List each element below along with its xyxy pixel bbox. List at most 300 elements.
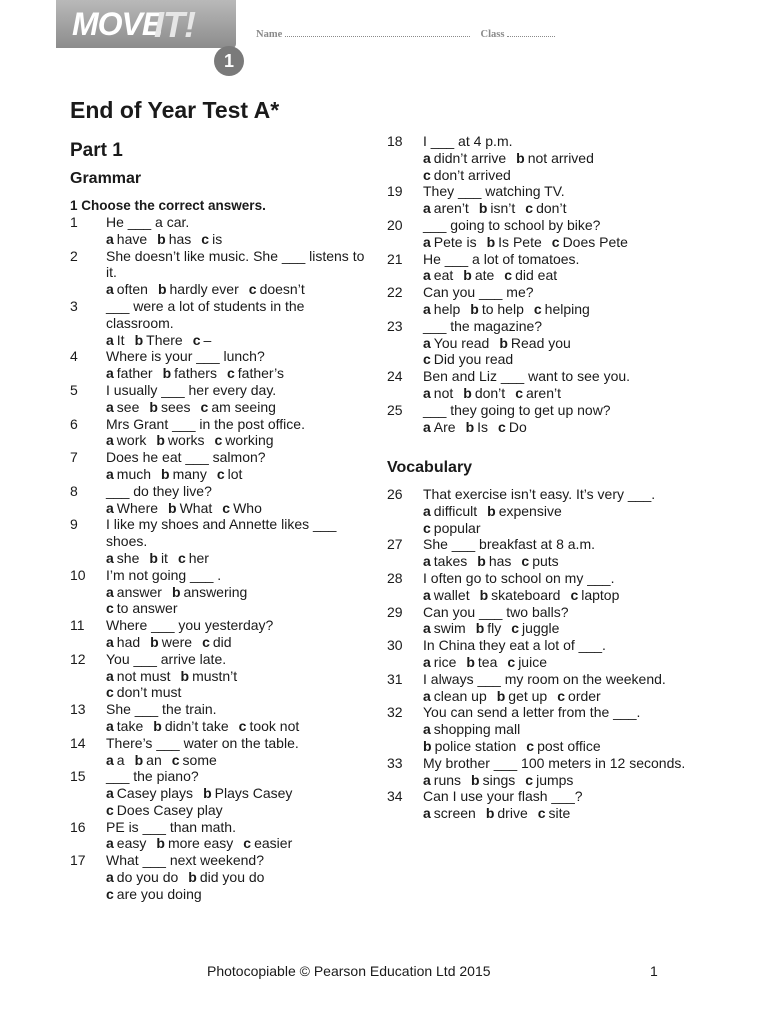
answer-option-c[interactable] [526,738,600,754]
question-item [70,449,370,483]
answer-option-a[interactable] [106,718,143,734]
option-letter: b [162,365,172,382]
answer-option-b[interactable] [486,805,528,821]
option-letter: a [423,334,431,351]
option-text: rice [433,653,457,670]
option-text: clean up [433,687,487,704]
answer-option-line [423,351,687,368]
option-text: easier [254,835,293,852]
option-letter: b [156,835,165,852]
answer-option-b[interactable] [135,752,162,768]
answer-option-b[interactable] [466,419,488,435]
answer-options [423,150,687,184]
option-text: don’t [536,200,567,217]
option-letter: a [106,549,114,566]
answer-option-b[interactable] [181,668,238,684]
answer-option-a[interactable] [106,281,148,297]
option-letter: b [496,687,506,704]
option-text: – [203,331,212,348]
answer-option-a[interactable] [106,752,125,768]
copyright-footer: Photocopiable © Pearson Education Ltd 2015 [207,963,491,979]
option-letter: a [423,553,431,570]
answer-option-c[interactable] [249,281,305,297]
answer-options [106,869,370,903]
question-item [387,486,687,536]
name-field[interactable] [285,27,470,37]
answer-options [423,553,687,570]
option-text: shopping mall [433,721,521,738]
question-item [387,637,687,671]
option-letter: c [521,553,530,570]
answer-option-line [423,772,687,789]
option-text: ate [474,267,495,284]
option-text: sees [160,398,191,415]
answer-option-line [106,365,370,382]
answer-option-c[interactable] [106,600,178,616]
answer-option-line [106,584,370,601]
answer-option-a[interactable] [106,399,139,415]
answer-options [106,785,370,819]
question-number: 33 [387,754,403,771]
answer-option-a[interactable] [423,419,456,435]
option-text: work [116,432,147,449]
answer-option-b[interactable] [156,835,233,851]
option-letter: b [516,149,525,166]
answer-option-b[interactable] [497,688,548,704]
option-letter: b [465,418,475,435]
answer-options [423,419,687,436]
answer-options [423,688,687,705]
option-text: a [116,751,125,768]
answer-option-c[interactable] [243,835,292,851]
answer-option-line [423,200,687,217]
option-text: many [172,465,207,482]
answer-option-line [106,466,370,483]
answer-option-a[interactable] [106,432,146,448]
answer-option-c[interactable] [534,301,590,317]
option-text: she [116,549,140,566]
option-text: Read you [510,334,571,351]
answer-option-line [423,805,687,822]
option-text: to help [481,300,524,317]
option-letter: a [106,281,114,298]
option-text: police station [434,737,517,754]
option-letter: a [106,667,114,684]
answer-option-c[interactable] [172,752,217,768]
option-text: laptop [581,586,620,603]
answer-option-a[interactable] [106,332,125,348]
answer-option-a[interactable] [106,231,147,247]
question-text: He ___ a car. [106,214,190,230]
answer-option-c[interactable] [423,351,513,367]
answer-option-c[interactable] [570,587,619,603]
page-title: End of Year Test A* [70,97,280,123]
question-text: There’s ___ water on the table. [106,734,299,751]
option-letter: b [168,499,177,516]
answer-option-c[interactable] [227,365,284,381]
question-number: 12 [70,650,86,667]
option-letter: b [471,771,480,788]
option-letter: b [486,233,496,250]
option-letter: b [157,281,167,298]
option-text: jumps [536,771,574,788]
option-text: am seeing [211,398,276,415]
answer-option-c[interactable] [222,500,262,516]
answer-option-line [423,738,687,755]
option-text: get up [508,687,548,704]
option-text: You read [433,334,490,351]
logo-main-text: MOVE [72,6,163,42]
answer-option-b[interactable] [168,500,212,516]
answer-option-a[interactable] [423,721,520,737]
question-item [70,382,370,416]
answer-option-a[interactable] [423,654,456,670]
question-number: 21 [387,250,403,267]
option-letter: b [149,398,158,415]
question-text: Can you ___ me? [423,284,534,301]
answer-option-b[interactable] [470,301,524,317]
option-text: difficult [433,502,478,519]
answer-option-a[interactable] [423,234,477,250]
question-item [387,755,687,789]
answer-option-a[interactable] [106,835,146,851]
question-text: You ___ arrive late. [106,650,227,667]
option-text: sings [482,771,516,788]
answer-option-a[interactable] [106,668,171,684]
option-text: popular [433,519,481,536]
question-text: Where ___ you yesterday? [106,617,274,634]
answer-option-c[interactable] [525,772,573,788]
answer-option-b[interactable] [471,772,515,788]
answer-option-b[interactable] [476,620,502,636]
option-text: aren’t [433,200,469,217]
option-letter: c [537,805,546,822]
answer-option-b[interactable] [463,267,494,283]
answer-option-a[interactable] [423,805,476,821]
answer-option-a[interactable] [423,385,453,401]
answer-option-c[interactable] [202,634,231,650]
option-letter: b [149,549,158,566]
answer-option-b[interactable] [150,634,192,650]
answer-option-c[interactable] [521,553,558,569]
answer-option-c[interactable] [538,805,571,821]
question-item [70,617,370,651]
option-text: her [188,549,209,566]
option-letter: b [475,620,485,637]
answer-option-c[interactable] [201,231,222,247]
answer-option-a[interactable] [423,335,489,351]
question-number: 3 [70,297,78,314]
question-item [387,570,687,604]
answer-option-b[interactable] [156,432,204,448]
option-letter: a [106,751,114,768]
answer-option-c[interactable] [504,267,557,283]
answer-option-c[interactable] [217,466,243,482]
question-text: That exercise isn’t easy. It’s very ___. [423,486,656,502]
answer-option-a[interactable] [106,365,153,381]
question-number: 16 [70,818,86,835]
answer-option-b[interactable] [149,399,190,415]
question-item [387,183,687,217]
question-number: 9 [70,516,78,533]
name-label: Name [256,29,283,40]
answer-option-b[interactable] [135,332,183,348]
option-letter: b [470,300,479,317]
question-text: She ___ the train. [106,701,217,718]
option-text: father’s [237,365,284,382]
answer-option-c[interactable] [178,550,209,566]
answer-option-a[interactable] [106,550,139,566]
answer-option-c[interactable] [498,419,527,435]
answer-option-b[interactable] [149,550,168,566]
option-text: Do [508,418,527,435]
option-letter: b [134,751,144,768]
option-letter: c [214,432,223,449]
option-text: drive [497,805,528,822]
question-number: 5 [70,381,78,398]
option-text: doesn’t [259,281,305,298]
option-text: site [548,805,571,822]
answer-option-a[interactable] [106,634,140,650]
answer-option-c[interactable] [239,718,300,734]
option-text: don’t [474,384,506,401]
question-text: I always ___ my room on the weekend. [423,670,666,687]
option-letter: a [423,267,431,284]
question-number: 29 [387,603,403,620]
answer-option-c[interactable] [525,200,566,216]
answer-option-a[interactable] [423,150,506,166]
option-letter: b [188,869,197,886]
answer-option-a[interactable] [423,553,467,569]
option-letter: c [201,230,210,247]
option-text: had [116,633,141,650]
option-letter: a [106,869,114,886]
question-number: 1 [70,214,78,230]
option-text: works [167,432,205,449]
option-letter: b [180,667,190,684]
question-item [387,704,687,754]
option-letter: a [106,465,114,482]
answer-option-a[interactable] [106,785,193,801]
question-number: 24 [387,368,403,385]
option-letter: a [106,583,114,600]
answer-option-b[interactable] [487,234,542,250]
option-text: take [116,717,144,734]
question-number: 25 [387,401,403,418]
question-item [70,516,370,566]
answer-option-b[interactable] [153,718,228,734]
question-number: 34 [387,788,403,805]
option-letter: b [466,653,475,670]
page-number: 1 [650,963,658,979]
answer-option-line [423,520,687,537]
question-item [387,133,687,183]
answer-option-c[interactable] [511,620,559,636]
answer-option-a[interactable] [423,301,460,317]
option-letter: c [423,519,431,536]
option-text: were [161,633,193,650]
option-text: took not [249,717,300,734]
answer-option-b[interactable] [516,150,594,166]
question-item [70,214,370,248]
option-text: tea [477,653,498,670]
answer-option-b[interactable] [480,587,561,603]
answer-option-b[interactable] [172,584,247,600]
option-text: helping [544,300,590,317]
answer-option-c[interactable] [106,886,202,902]
answer-option-b[interactable] [466,654,497,670]
answer-option-b[interactable] [487,503,562,519]
option-letter: a [423,149,431,166]
question-text: ___ they going to get up now? [423,401,611,418]
question-text: I often go to school on my ___. [423,569,615,586]
question-number: 10 [70,566,86,583]
answer-option-b[interactable] [161,466,207,482]
answer-option-line [423,620,687,637]
answer-option-a[interactable] [423,200,469,216]
question-item [70,298,370,348]
answer-option-b[interactable] [203,785,292,801]
answer-option-c[interactable] [193,332,212,348]
question-item [70,735,370,769]
option-letter: c [533,300,542,317]
class-field[interactable] [507,27,555,37]
answer-option-a[interactable] [106,869,178,885]
option-letter: a [106,432,114,449]
answer-options [423,620,687,637]
answer-option-c[interactable] [201,399,276,415]
option-letter: c [177,549,186,566]
option-text: have [116,230,148,247]
option-text: more easy [167,835,234,852]
option-text: working [225,432,274,449]
option-letter: b [156,432,165,449]
answer-option-c[interactable] [552,234,628,250]
option-letter: c [525,771,534,788]
question-text: Where is your ___ lunch? [106,348,265,365]
answer-option-c[interactable] [423,520,481,536]
answer-option-b[interactable] [463,385,505,401]
answer-option-a[interactable] [106,466,151,482]
option-text: puts [532,553,559,570]
question-number: 32 [387,704,403,721]
option-text: don’t must [116,684,182,701]
answer-options [106,668,370,702]
answer-option-b[interactable] [423,738,516,754]
option-letter: b [134,331,144,348]
question-number: 11 [70,617,85,634]
option-letter: c [192,331,201,348]
part-heading: Part 1 [70,140,123,161]
answer-option-c[interactable] [106,684,181,700]
answer-option-line [423,654,687,671]
answer-option-a[interactable] [423,688,487,704]
question-item [70,248,370,298]
answer-options [106,752,370,769]
question-item [70,852,370,902]
option-text: Are [433,418,456,435]
option-letter: b [487,502,496,519]
option-letter: c [248,281,257,298]
question-item [70,416,370,450]
option-letter: c [504,267,513,284]
answer-option-a[interactable] [423,772,461,788]
answer-options [423,335,687,369]
answer-options [106,365,370,382]
option-letter: a [423,721,431,738]
option-text: Casey plays [116,785,194,802]
question-number: 15 [70,768,86,785]
answer-option-b[interactable] [499,335,571,351]
answer-options [423,654,687,671]
answer-option-b[interactable] [477,553,511,569]
option-text: much [116,465,152,482]
answer-option-c[interactable] [214,432,273,448]
answer-option-a[interactable] [423,503,477,519]
option-text: wallet [433,586,470,603]
option-letter: c [525,200,534,217]
answer-option-a[interactable] [423,587,470,603]
vocabulary-questions [387,486,687,822]
answer-options [423,234,687,251]
answer-option-b[interactable] [479,200,515,216]
option-text: It [116,331,125,348]
question-text: Can I use your flash ___? [423,788,583,805]
answer-option-b[interactable] [158,281,239,297]
option-text: often [116,281,148,298]
answer-option-c[interactable] [557,688,600,704]
option-letter: c [557,687,566,704]
answer-option-c[interactable] [507,654,547,670]
option-text: fly [487,620,502,637]
option-letter: a [106,717,114,734]
answer-options [106,432,370,449]
option-text: Pete is [433,233,477,250]
answer-options [106,550,370,567]
answer-option-a[interactable] [423,267,453,283]
answer-option-a[interactable] [106,584,162,600]
option-letter: c [222,499,231,516]
option-letter: a [423,418,431,435]
option-text: help [433,300,461,317]
option-letter: a [423,771,431,788]
answer-option-a[interactable] [106,500,158,516]
answer-option-c[interactable] [515,385,561,401]
option-text: post office [537,737,601,754]
option-letter: c [498,418,506,435]
answer-option-b[interactable] [163,365,217,381]
answer-option-c[interactable] [423,167,511,183]
option-letter: c [511,620,520,637]
option-letter: a [423,233,431,250]
question-number: 18 [387,133,403,149]
question-text: In China they eat a lot of ___. [423,637,606,654]
answer-option-c[interactable] [106,802,223,818]
option-letter: c [551,233,560,250]
answer-option-b[interactable] [188,869,264,885]
option-letter: b [203,785,212,802]
option-letter: c [238,717,247,734]
option-letter: c [106,801,114,818]
option-text: an [146,751,162,768]
answer-option-line [423,234,687,251]
answer-option-b[interactable] [157,231,191,247]
answer-option-a[interactable] [423,620,466,636]
option-letter: c [106,885,114,902]
option-letter: c [570,586,579,603]
instruction-text: 1 Choose the correct answers. [70,198,266,213]
question-text: ___ the piano? [106,768,199,785]
